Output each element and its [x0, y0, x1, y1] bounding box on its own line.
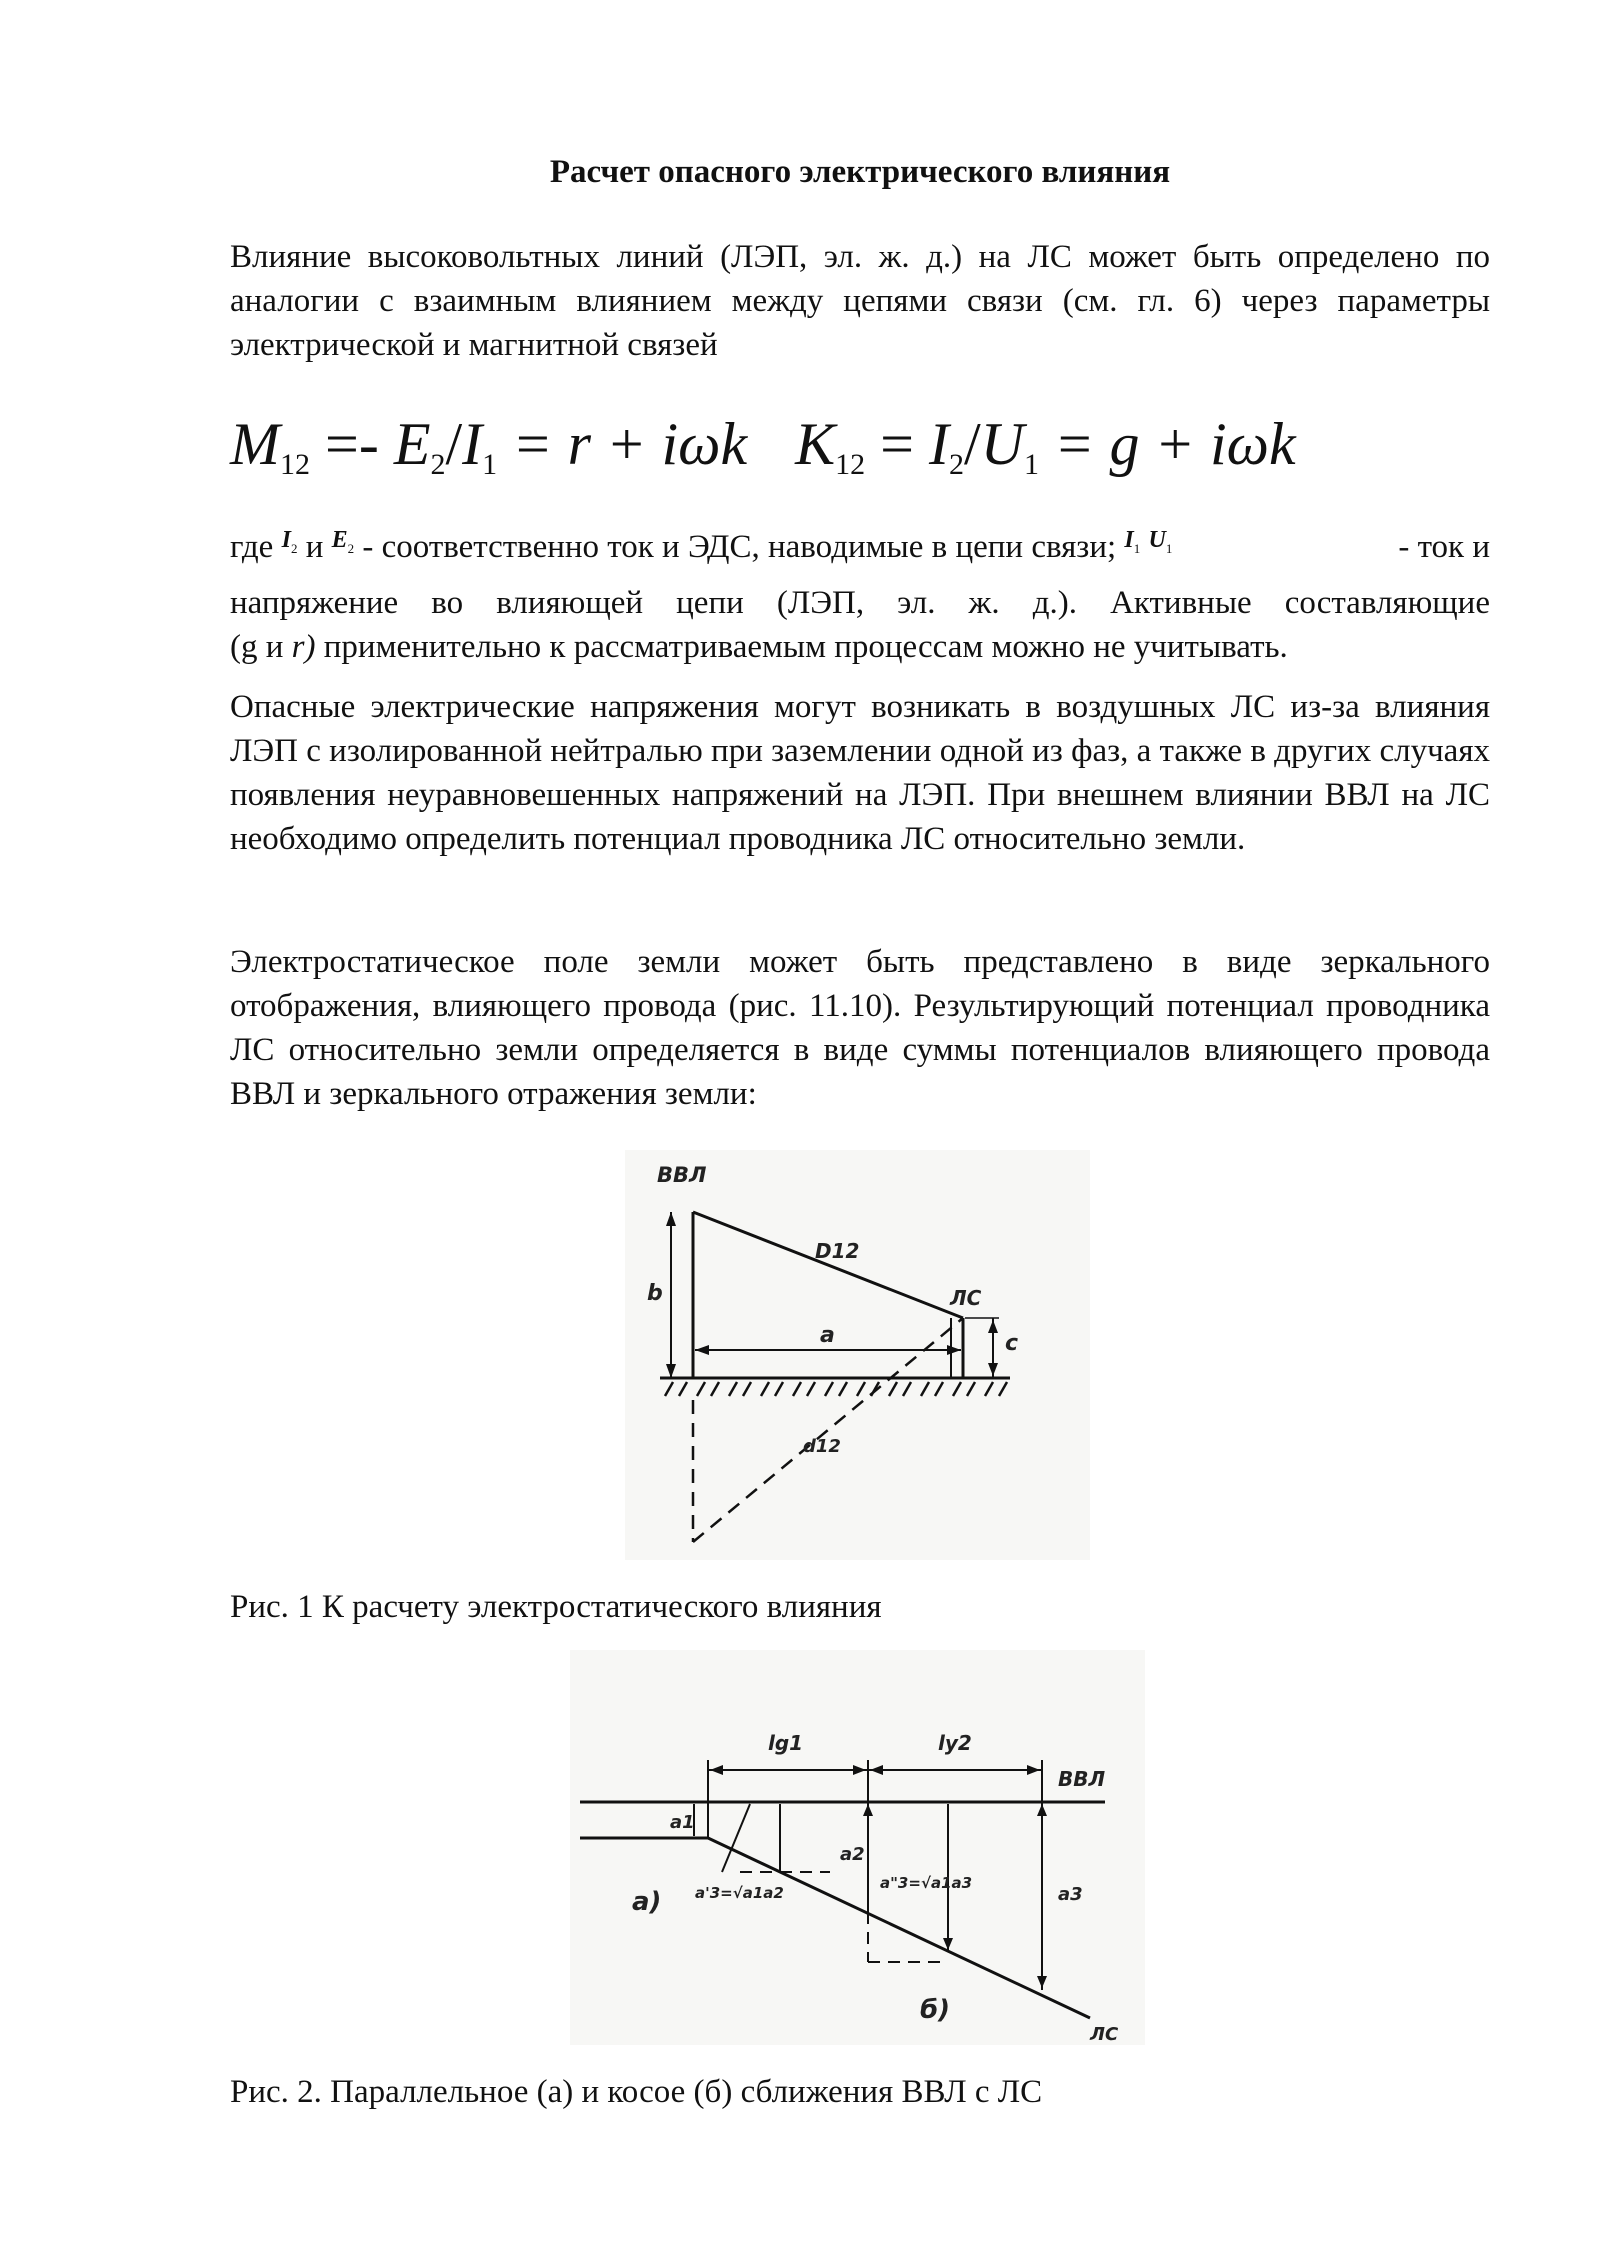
- figure-approach-diagram: [570, 1650, 1145, 2045]
- symbol-u1: U1: [1148, 527, 1173, 556]
- fig2-label-ly2: ly2: [938, 1731, 972, 1755]
- paragraph-electrostatic-field: Электростатическое поле земли может быть представлено в виде зеркального отображения, влияющего провода (рис. 11.10). Результирующий потенциал проводника ЛС относительно земли определяется в виде суммы потенциалов влияющего провода ВВЛ и зеркального отражения земли:: [230, 944, 1490, 1112]
- fig2-label-case-b: б): [920, 1995, 951, 2025]
- fig1-label-b: b: [647, 1281, 663, 1306]
- figure2-drawing: [570, 1650, 1145, 2045]
- fig2-label-a3: a3: [1058, 1884, 1083, 1905]
- fig2-label-lg1: lg1: [768, 1731, 804, 1755]
- figure1-drawing: [625, 1150, 1090, 1560]
- paragraph-intro: Влияние высоковольтных линий (ЛЭП, эл. ж. д.) на ЛС может быть определено по аналогии с взаимным влиянием между цепями связи (см. гл. 6) через параметры электрической и магнитной связей: [230, 239, 1490, 363]
- symbol-i2: I2: [281, 527, 298, 556]
- figure1-caption: Рис. 1 К расчету электростатического влияния: [230, 1589, 882, 1625]
- fig2-label-case-a: а): [632, 1887, 662, 1917]
- fig2-label-ls: ЛС: [1090, 2024, 1119, 2045]
- paragraph-where: где $^{I_2}$ и $^{E_2}$ - соответственно ток и ЭДС, наводимые в цепи связи; $^{I_1}$ $^{U_1}$ - ток и напряжение во влияющей цепи (ЛЭП, эл. ж. д.). Активные составляющие (g и r) применительно к рассматриваемым процессам можно не учитывать.: [230, 527, 1490, 665]
- page-title: Расчет опасного электрического влияния: [549, 154, 1171, 190]
- symbol-e2: E2: [331, 527, 355, 556]
- fig2-label-vvl: ВВЛ: [1058, 1767, 1106, 1791]
- fig1-label-ls: ЛС: [950, 1286, 982, 1310]
- fig1-label-d12: D12: [815, 1239, 860, 1263]
- fig1-label-d12-small: d12: [803, 1436, 841, 1457]
- symbol-i1: I1: [1124, 527, 1141, 556]
- formula-k: $K_{12}$: [795, 411, 866, 481]
- ground-hatching: [665, 1382, 1007, 1396]
- fig2-label-a2: a2: [840, 1844, 865, 1865]
- fig1-label-vvl: ВВЛ: [657, 1163, 707, 1187]
- figure-electrostatic-diagram: [625, 1150, 1090, 1560]
- fig1-label-a: a: [820, 1323, 835, 1348]
- fig1-label-c: c: [1005, 1331, 1019, 1356]
- figure2-caption: Рис. 2. Параллельное (а) и косое (б) сближения ВВЛ с ЛС: [230, 2074, 1043, 2110]
- paragraph-dangerous-voltages: Опасные электрические напряжения могут возникать в воздушных ЛС из-за влияния ЛЭП с изолированной нейтралью при заземлении одной из фаз, а также в других случаях появления неуравновешенных напряжений на ЛЭП. При внешнем влиянии ВВЛ на ЛС необходимо определить потенциал проводника ЛС относительно земли.: [230, 689, 1490, 857]
- fig2-label-a3-double-prime: a"3=√a1a3: [880, 1874, 973, 1892]
- formula-m: $M_{12}$: [230, 411, 310, 481]
- coupling-formula: $M_{12} =- E_2/I_1 = r + i\omega k$ $K_{12} = I_2/U_1 = g + i\omega k$: [230, 411, 1296, 481]
- fig2-label-a1: a1: [670, 1812, 695, 1833]
- fig2-label-a3-prime: a'3=√a1a2: [695, 1884, 784, 1902]
